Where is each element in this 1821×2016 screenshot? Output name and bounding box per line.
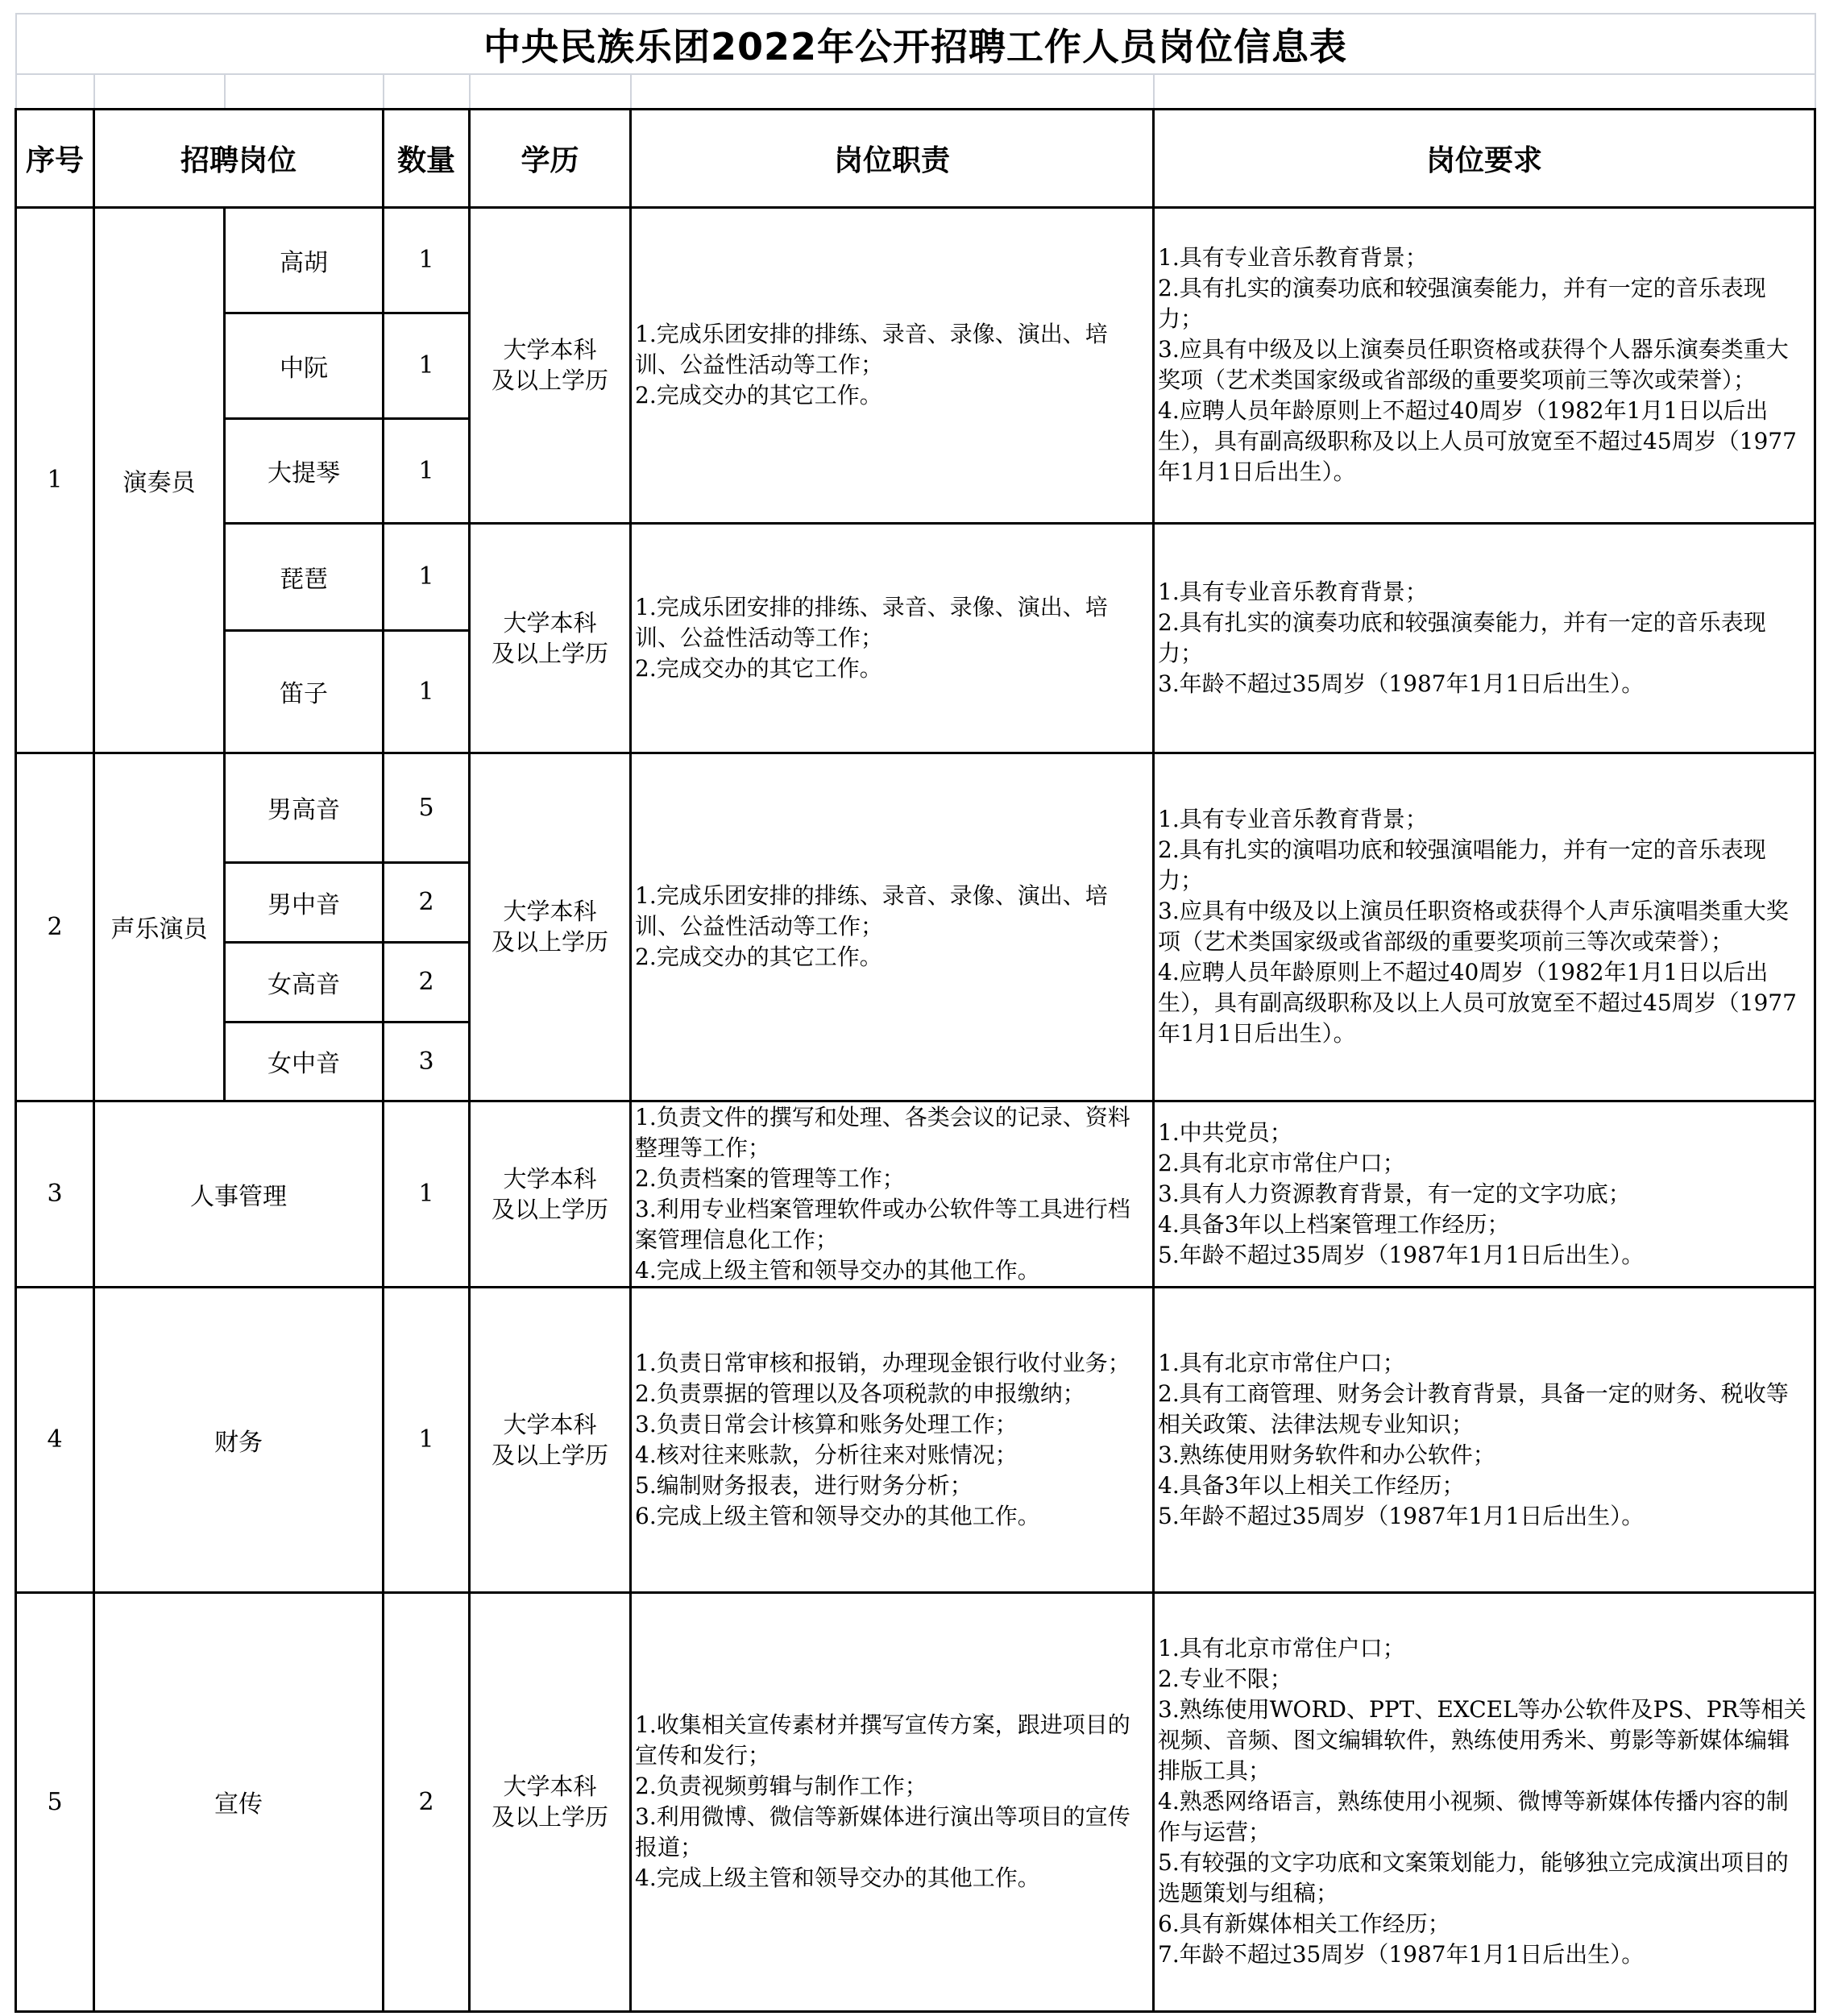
education-line: 大学本科 [503,1410,597,1438]
duty-item: 2.完成交办的其它工作。 [635,944,882,970]
blank-row [16,74,1815,109]
table-row [16,753,1815,862]
count-cell: 5 [384,753,470,862]
requirement-item: 1.具有北京市常住户口； [1158,1635,1405,1661]
position-cell: 人事管理 [94,1101,384,1287]
count-cell: 1 [384,1287,470,1592]
count-cell: 2 [384,862,470,942]
header-requirements: 岗位要求 [1154,109,1815,207]
education-line: 及以上学历 [491,928,608,956]
sheet-title: 中央民族乐团2022年公开招聘工作人员岗位信息表 [16,14,1815,74]
education-cell [470,1101,631,1287]
blank-cell [631,74,1154,109]
requirement-item: 1.具有专业音乐教育背景； [1158,244,1428,271]
seq-cell: 4 [16,1287,94,1592]
requirement-item: 2.专业不限； [1158,1665,1292,1692]
table-row [16,1287,1815,1592]
seq-cell: 1 [16,207,94,753]
duties-cell [631,1287,1154,1592]
blank-cell [1154,74,1815,109]
requirement-item: 4.具备3年以上相关工作经历； [1158,1471,1465,1499]
requirement-item: 2.具有扎实的演奏功底和较强演奏能力，并有一定的音乐表现力； [1158,608,1766,666]
duty-item: 2.负责视频剪辑与制作工作； [635,1773,927,1799]
requirement-item: 3.年龄不超过35周岁（1987年1月1日后出生）。 [1158,670,1645,697]
duties-cell [631,523,1154,753]
count-cell: 1 [384,1101,470,1287]
duty-item: 4.完成上级主管和领导交办的其他工作。 [635,1256,1040,1284]
duties-cell [631,207,1154,523]
requirement-item: 5.年龄不超过35周岁（1987年1月1日后出生）。 [1158,1502,1645,1529]
requirement-item: 5.年龄不超过35周岁（1987年1月1日后出生）。 [1158,1241,1645,1268]
blank-cell [384,74,470,109]
duties-cell [631,753,1154,1101]
header-seq: 序号 [16,109,94,207]
duty-item: 1.完成乐团安排的排练、录音、录像、演出、培训、公益性活动等工作； [635,321,1108,378]
table-row [16,1101,1815,1287]
education-cell [470,753,631,1101]
position-cell: 宣传 [94,1592,384,2011]
education-line: 及以上学历 [491,367,608,394]
education-line: 大学本科 [503,608,597,637]
requirement-item: 1.具有北京市常住户口； [1158,1349,1405,1376]
requirement-item: 3.应具有中级及以上演员任职资格或获得个人声乐演唱类重大奖项（艺术类国家级或省部级的重要奖项前三等次或荣誉）； [1158,898,1789,955]
duty-item: 1.完成乐团安排的排练、录音、录像、演出、培训、公益性活动等工作； [635,593,1108,651]
header-duties: 岗位职责 [631,109,1154,207]
count-cell: 1 [384,630,470,753]
role-cell: 琵琶 [225,523,384,630]
blank-cell [16,74,94,109]
requirement-item: 6.具有新媒体相关工作经历； [1158,1910,1450,1937]
duty-item: 2.完成交办的其它工作。 [635,654,882,682]
role-cell: 男中音 [225,862,384,942]
duties-cell [631,1101,1154,1287]
requirement-item: 3.熟练使用财务软件和办公软件； [1158,1441,1495,1468]
role-cell: 笛子 [225,630,384,753]
education-cell [470,523,631,753]
duty-item: 2.负责档案的管理等工作； [635,1164,905,1192]
duties-cell [631,1592,1154,2011]
duty-item: 1.收集相关宣传素材并撰写宣传方案，跟进项目的宣传和发行； [635,1711,1130,1769]
recruitment-table [15,13,1816,2013]
requirement-item: 3.应具有中级及以上演奏员任职资格或获得个人器乐演奏类重大奖项（艺术类国家级或省部级的重要奖项前三等次或荣誉）； [1158,336,1789,393]
blank-cell [470,74,631,109]
count-cell: 1 [384,523,470,630]
requirements-cell [1154,753,1815,1101]
requirement-item: 4.熟悉网络语言，熟练使用小视频、微博等新媒体传播内容的制作与运营； [1158,1788,1789,1845]
requirement-item: 2.具有北京市常住户口； [1158,1149,1405,1176]
requirement-item: 2.具有扎实的演唱功底和较强演唱能力，并有一定的音乐表现力； [1158,836,1766,894]
role-cell: 大提琴 [225,418,384,523]
position-cell: 演奏员 [94,207,225,753]
education-cell [470,207,631,523]
header-row [16,109,1815,207]
duty-item: 1.负责日常审核和报销，办理现金银行收付业务； [635,1349,1130,1376]
count-cell: 1 [384,418,470,523]
requirement-item: 4.应聘人员年龄原则上不超过40周岁（1982年1月1日以后出生），具有副高级职称及以上人员可放宽至不超过45周岁（1977年1月1日后出生）。 [1158,959,1797,1047]
duty-item: 2.完成交办的其它工作。 [635,382,882,409]
blank-cell [94,74,225,109]
education-line: 大学本科 [503,1164,597,1193]
count-cell: 1 [384,313,470,418]
requirements-cell [1154,1592,1815,2011]
requirement-item: 3.熟练使用WORD、PPT、EXCEL等办公软件及PS、PR等相关视频、音频、图文编辑软件，熟练使用秀米、剪影等新媒体编辑排版工具； [1158,1696,1806,1784]
header-count: 数量 [384,109,470,207]
requirements-cell [1154,523,1815,753]
header-education: 学历 [470,109,631,207]
duty-item: 3.利用微博、微信等新媒体进行演出等项目的宣传报道； [635,1803,1130,1860]
table-row [16,523,1815,630]
duty-item: 6.完成上级主管和领导交办的其他工作。 [635,1502,1040,1529]
table-row [16,207,1815,313]
requirement-item: 1.具有专业音乐教育背景； [1158,578,1428,605]
requirement-item: 1.具有专业音乐教育背景； [1158,806,1428,832]
requirement-item: 1.中共党员； [1158,1118,1292,1146]
seq-cell: 2 [16,753,94,1101]
duty-item: 3.负责日常会计核算和账务处理工作； [635,1410,1018,1437]
requirements-cell [1154,1101,1815,1287]
requirement-item: 4.具备3年以上档案管理工作经历； [1158,1210,1510,1238]
duty-item: 1.完成乐团安排的排练、录音、录像、演出、培训、公益性活动等工作； [635,882,1108,940]
role-cell: 女中音 [225,1022,384,1101]
requirement-item: 4.应聘人员年龄原则上不超过40周岁（1982年1月1日以后出生），具有副高级职称及以上人员可放宽至不超过45周岁（1977年1月1日后出生）。 [1158,397,1797,485]
role-cell: 男高音 [225,753,384,862]
education-line: 大学本科 [503,336,597,363]
requirements-cell [1154,1287,1815,1592]
education-line: 及以上学历 [491,1441,608,1469]
count-cell: 2 [384,1592,470,2011]
education-cell [470,1592,631,2011]
requirement-item: 2.具有工商管理、财务会计教育背景，具备一定的财务、税收等相关政策、法律法规专业知识； [1158,1379,1789,1437]
requirement-item: 2.具有扎实的演奏功底和较强演奏能力，并有一定的音乐表现力； [1158,275,1766,332]
role-cell: 中阮 [225,313,384,418]
count-cell: 1 [384,207,470,313]
requirement-item: 3.具有人力资源教育背景，有一定的文字功底； [1158,1180,1631,1207]
count-cell: 2 [384,942,470,1022]
duty-item: 4.完成上级主管和领导交办的其他工作。 [635,1865,1040,1891]
duty-item: 2.负责票据的管理以及各项税款的申报缴纳； [635,1379,1085,1407]
duty-item: 4.核对往来账款，分析往来对账情况； [635,1441,1018,1468]
requirements-cell [1154,207,1815,523]
duty-item: 3.利用专业档案管理软件或办公软件等工具进行档案管理信息化工作； [635,1195,1130,1253]
header-position: 招聘岗位 [94,109,384,207]
position-cell: 声乐演员 [94,753,225,1101]
education-line: 大学本科 [503,1773,597,1800]
requirement-item: 5.有较强的文字功底和文案策划能力，能够独立完成演出项目的选题策划与组稿； [1158,1849,1789,1906]
duty-item: 1.负责文件的撰写和处理、各类会议的记录、资料整理等工作； [635,1103,1130,1161]
education-line: 及以上学历 [491,1195,608,1223]
role-cell: 女高音 [225,942,384,1022]
table-row [16,1592,1815,2011]
education-line: 及以上学历 [491,1803,608,1831]
count-cell: 3 [384,1022,470,1101]
role-cell: 高胡 [225,207,384,313]
position-cell: 财务 [94,1287,384,1592]
blank-cell [225,74,384,109]
education-line: 大学本科 [503,898,597,925]
seq-cell: 5 [16,1592,94,2011]
education-line: 及以上学历 [491,639,608,667]
requirement-item: 7.年龄不超过35周岁（1987年1月1日后出生）。 [1158,1941,1645,1968]
duty-item: 5.编制财务报表，进行财务分析； [635,1471,973,1499]
education-cell [470,1287,631,1592]
seq-cell: 3 [16,1101,94,1287]
